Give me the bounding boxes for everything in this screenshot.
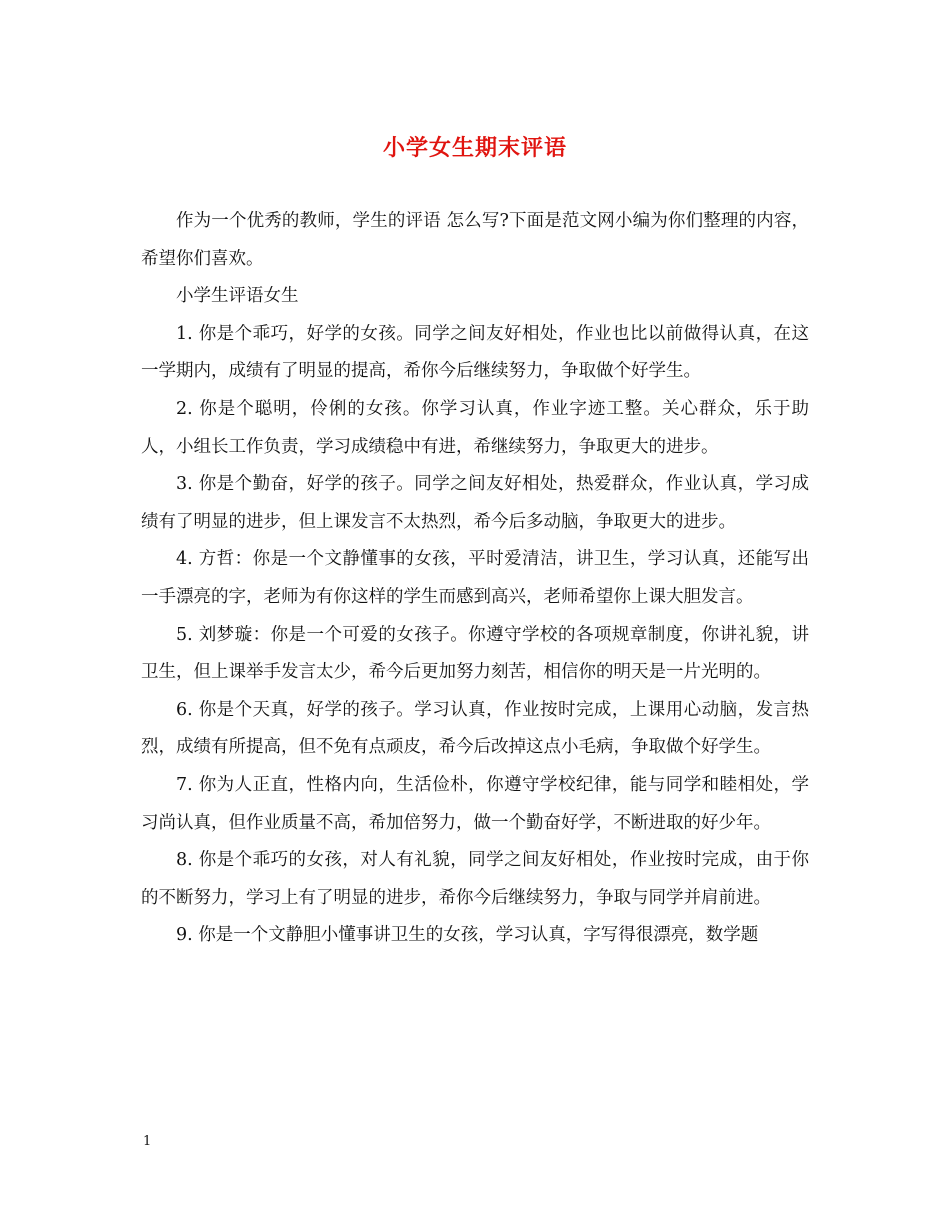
page-number: 1 xyxy=(143,1134,152,1149)
comment-item-7: 7. 你为人正直，性格内向，生活俭朴，你遵守学校纪律，能与同学和睦相处，学习尚认真，但作业质量不高，希加倍努力，做一个勤奋好学，不断进取的好少年。 xyxy=(141,774,809,833)
comment-item-1: 1. 你是个乖巧，好学的女孩。同学之间友好相处，作业也比以前做得认真，在这一学期内，成绩有了明显的提高，希你今后继续努力，争取做个好学生。 xyxy=(141,323,809,382)
page-title: 小学女生期末评语 xyxy=(382,135,567,161)
intro-paragraph: 作为一个优秀的教师，学生的评语 怎么写?下面是范文网小编为你们整理的内容，希望你们喜欢。 xyxy=(141,211,809,269)
section-heading: 小学生评语女生 xyxy=(176,286,299,307)
comment-item-5: 5. 刘梦璇：你是一个可爱的女孩子。你遵守学校的各项规章制度，你讲礼貌，讲卫生，但上课举手发言太少，希今后更加努力刻苦，相信你的明天是一片光明的。 xyxy=(141,624,809,683)
comment-item-4: 4. 方哲：你是一个文静懂事的女孩，平时爱清洁，讲卫生，学习认真，还能写出一手漂亮的字，老师为有你这样的学生而感到高兴，老师希望你上课大胆发言。 xyxy=(141,549,809,607)
comment-item-3: 3. 你是个勤奋，好学的孩子。同学之间友好相处，热爱群众，作业认真，学习成绩有了明显的进步，但上课发言不太热烈，希今后多动脑，争取更大的进步。 xyxy=(141,474,809,532)
comment-item-8: 8. 你是个乖巧的女孩，对人有礼貌，同学之间友好相处，作业按时完成，由于你的不断努力，学习上有了明显的进步，希你今后继续努力，争取与同学并肩前进。 xyxy=(141,850,809,908)
comment-item-6: 6. 你是个天真，好学的孩子。学习认真，作业按时完成，上课用心动脑，发言热烈，成绩有所提高，但不免有点顽皮，希今后改掉这点小毛病，争取做个好学生。 xyxy=(141,699,809,758)
comment-item-9: 9. 你是一个文静胆小懂事讲卫生的女孩，学习认真，字写得很漂亮，数学题 xyxy=(176,925,759,946)
comment-item-2: 2. 你是个聪明，伶俐的女孩。你学习认真，作业字迹工整。关心群众，乐于助人，小组长工作负责，学习成绩稳中有进，希继续努力，争取更大的进步。 xyxy=(141,398,809,457)
document-body xyxy=(141,203,809,955)
